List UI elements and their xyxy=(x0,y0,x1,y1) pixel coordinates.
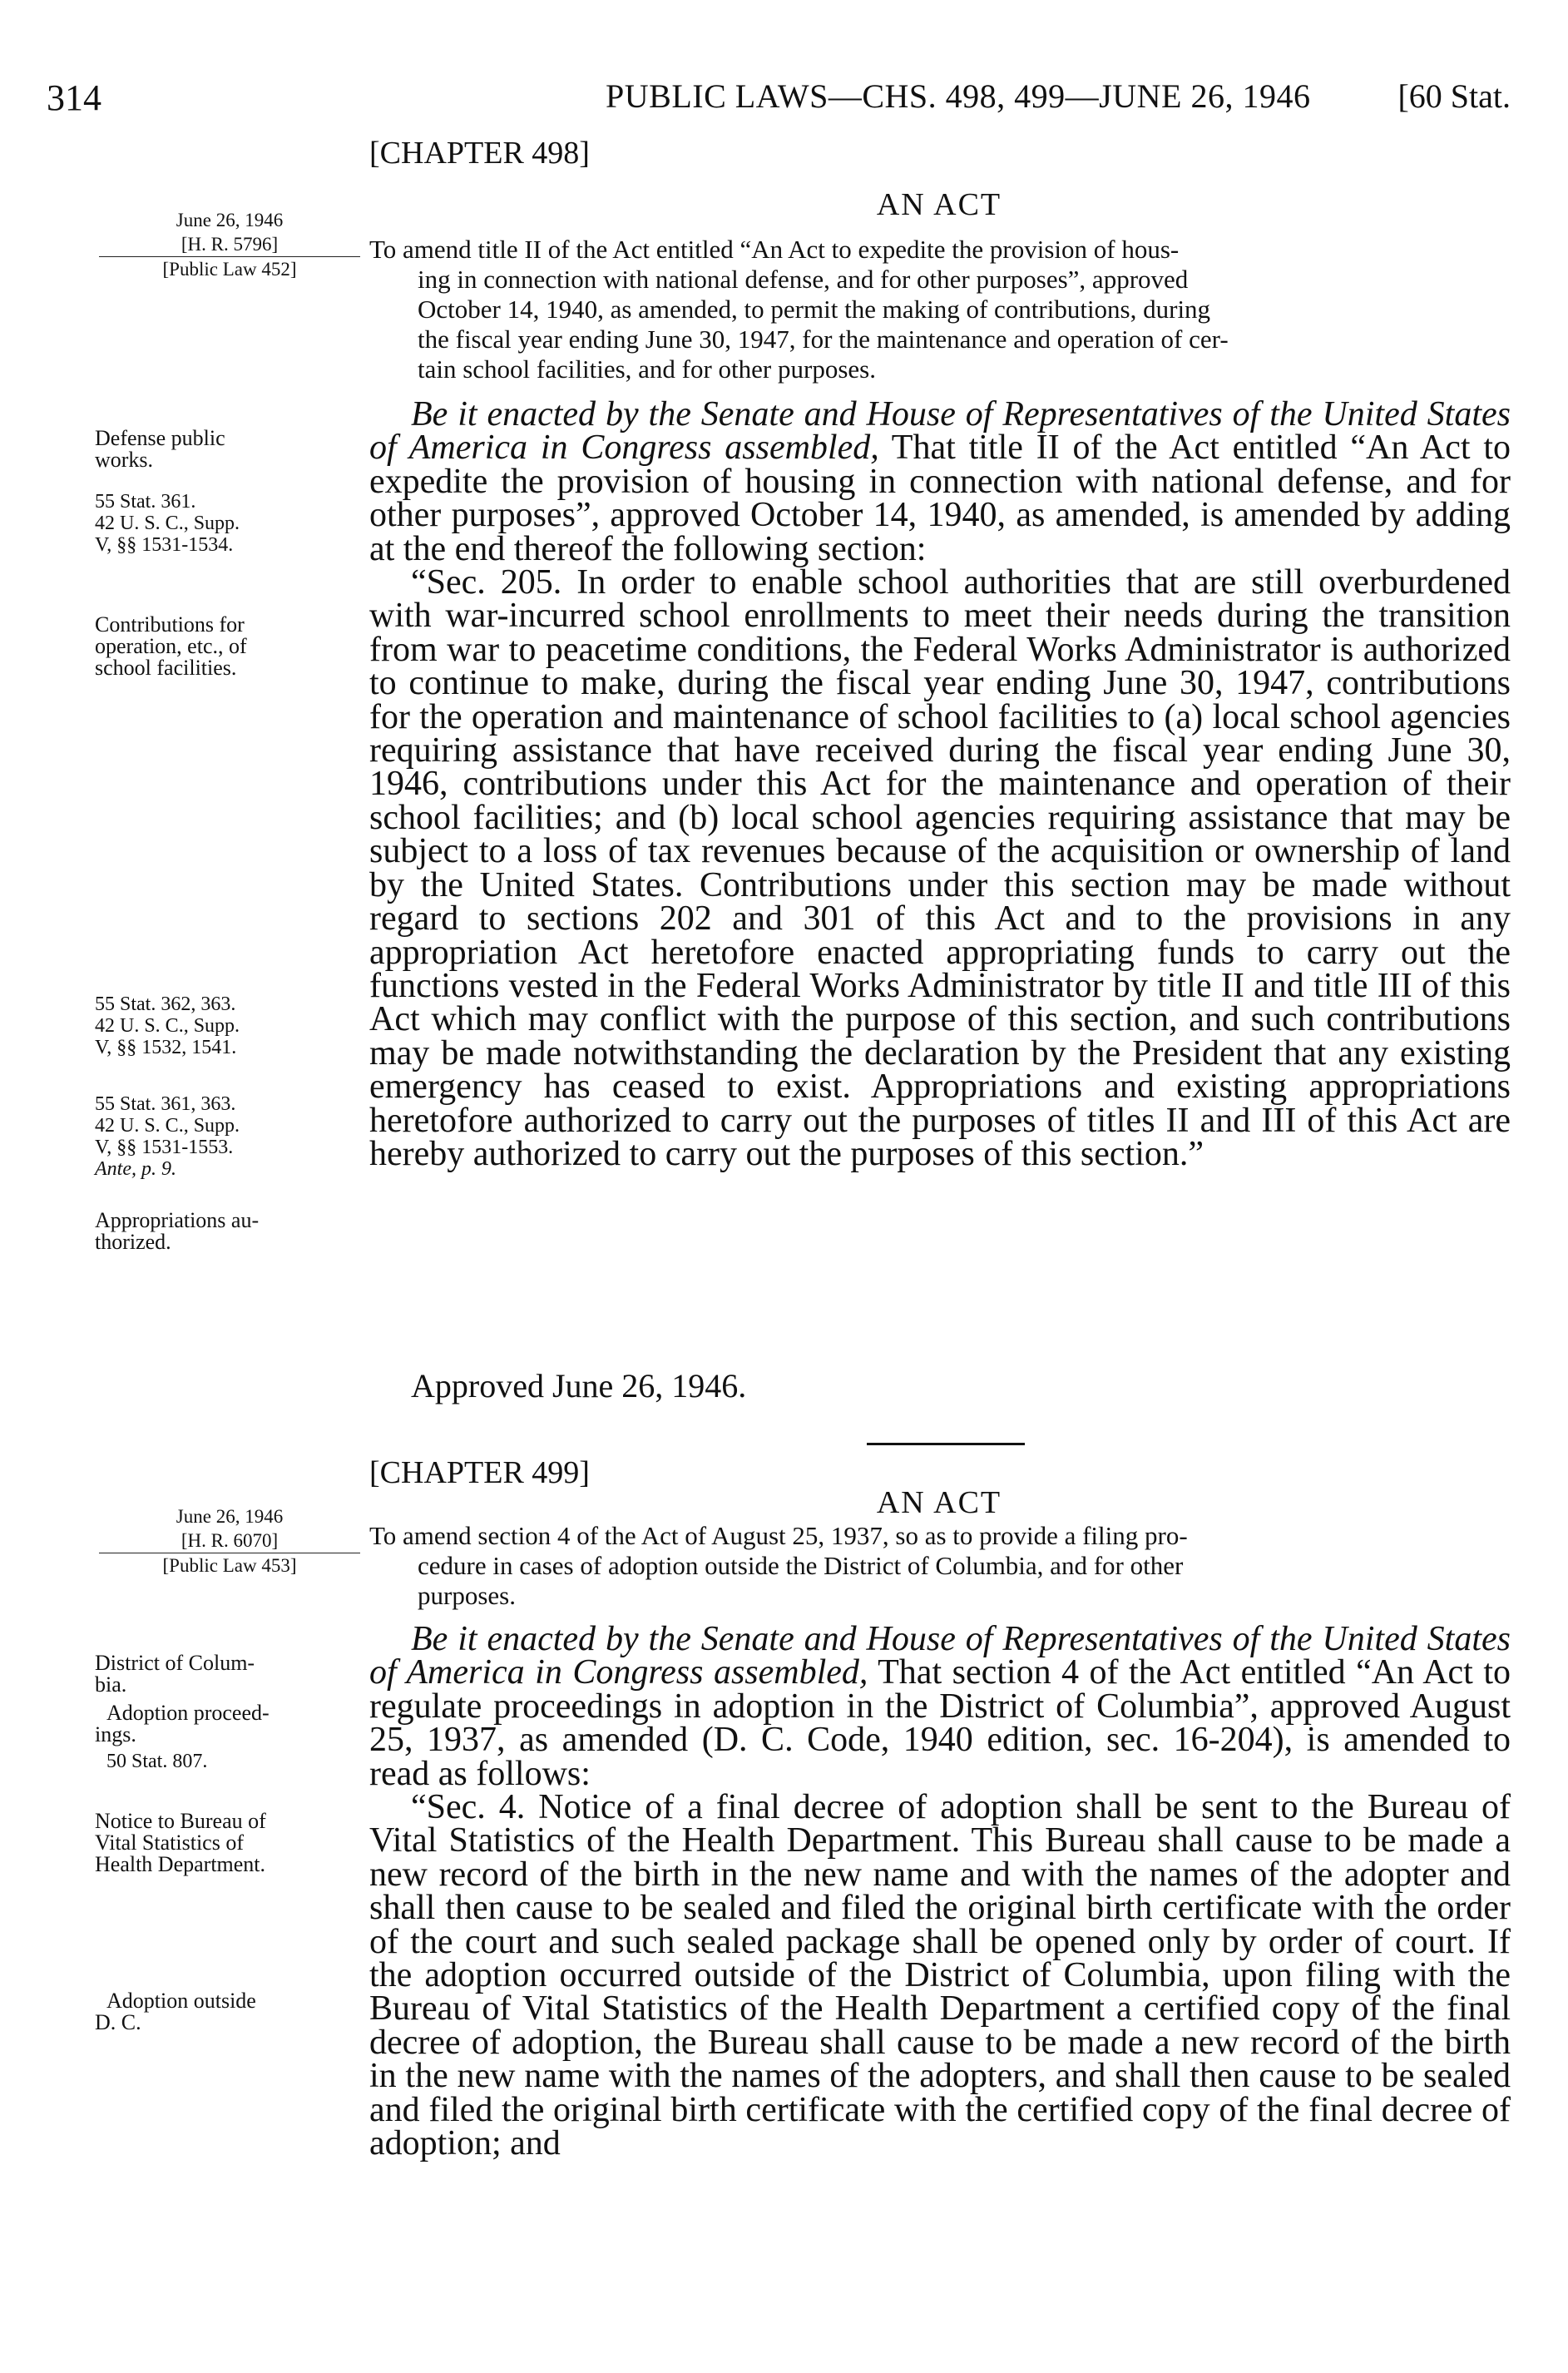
page-header xyxy=(47,77,1511,126)
margin-note-notice-to-bureau xyxy=(95,1811,363,1875)
chapter-499-side-identifier xyxy=(96,1504,364,1578)
margin-line: Contributions for xyxy=(95,612,245,637)
margin-note-district-of-columbia xyxy=(95,1652,363,1696)
side-date: June 26, 1946 xyxy=(176,1506,284,1527)
margin-line: thorized. xyxy=(95,1230,171,1254)
side-date: June 26, 1946 xyxy=(176,210,284,230)
margin-line: operation, etc., of xyxy=(95,634,247,658)
margin-line: 42 U. S. C., Supp. xyxy=(95,1015,240,1037)
margin-line: 42 U. S. C., Supp. xyxy=(95,1115,240,1137)
purpose-line: the fiscal year ending June 30, 1947, for the maintenance and operation of cer- xyxy=(418,324,1229,354)
purpose-line: tain school facilities, and for other purposes. xyxy=(418,354,876,384)
chapter-498-label: [CHAPTER 498] xyxy=(369,136,590,171)
margin-note-defense-public-works xyxy=(95,428,363,471)
enacting-clause: Be it enacted by the Senate and House of Representatives of the United States of America in Congress assembled, xyxy=(369,395,1511,468)
margin-line: D. C. xyxy=(95,2010,141,2034)
margin-note-adoption-proceedings xyxy=(95,1702,363,1746)
margin-note-contributions xyxy=(95,614,363,679)
margin-line: Appropriations au- xyxy=(95,1208,260,1232)
margin-line: Defense public xyxy=(95,426,225,450)
margin-line: V, §§ 1532, 1541. xyxy=(95,1037,237,1058)
margin-note-citation-1 xyxy=(95,491,363,556)
margin-line: V, §§ 1531-1534. xyxy=(95,534,234,556)
margin-line: Health Department. xyxy=(95,1852,266,1876)
margin-note-adoption-outside-dc xyxy=(95,1990,363,2034)
margin-note-citation-3 xyxy=(95,1093,363,1180)
chapter-498-act-title: AN ACT xyxy=(876,187,1002,222)
margin-line: bia. xyxy=(95,1672,127,1697)
chapter-499-act-title: AN ACT xyxy=(876,1485,1002,1520)
margin-line: school facilities. xyxy=(95,656,237,680)
chapter-499-body xyxy=(369,1622,1511,2161)
side-bill-number: [H. R. 5796] xyxy=(181,234,279,255)
margin-note-appropriations xyxy=(95,1210,363,1253)
side-public-law: [Public Law 453] xyxy=(162,1555,297,1576)
enacting-paragraph xyxy=(369,1622,1511,1791)
purpose-line: purposes. xyxy=(418,1581,516,1610)
margin-line: Ante, p. 9. xyxy=(95,1158,176,1180)
running-head: PUBLIC LAWS—CHS. 498, 499—JUNE 26, 1946 xyxy=(606,77,1311,115)
side-public-law: [Public Law 452] xyxy=(162,259,297,280)
margin-line: 55 Stat. 361. xyxy=(95,491,196,513)
margin-line: Adoption proceed- xyxy=(106,1701,270,1725)
margin-line: 55 Stat. 362, 363. xyxy=(95,993,236,1015)
margin-line: Notice to Bureau of xyxy=(95,1809,266,1833)
enacting-clause: Be it enacted by the Senate and House of Representatives of the United States of America in Congress assembled, xyxy=(369,1620,1511,1692)
margin-note-citation-2 xyxy=(95,993,363,1058)
chapter-498-side-identifier xyxy=(96,208,364,281)
margin-line: District of Colum- xyxy=(95,1651,255,1675)
margin-line: Vital Statistics of xyxy=(95,1831,244,1855)
margin-line: 42 U. S. C., Supp. xyxy=(95,513,240,534)
enacting-text: That title II of the Act entitled “An Act to expedite the provision of housing in connection with national defense, and for other purposes”, approved October 14, 1940, as amended, is amended by adding at the end thereof the following section: xyxy=(369,429,1511,568)
chapter-divider xyxy=(867,1443,1025,1445)
margin-line: 50 Stat. 807. xyxy=(106,1751,208,1772)
purpose-line: To amend title II of the Act entitled “An Act to expedite the provision of hous- xyxy=(369,235,1180,264)
purpose-line: cedure in cases of adoption outside the District of Columbia, and for other xyxy=(418,1551,1184,1580)
purpose-line: October 14, 1940, as amended, to permit the making of contributions, during xyxy=(418,295,1211,324)
page-number: 314 xyxy=(47,77,101,118)
chapter-498-purpose xyxy=(369,235,1509,384)
approval-date: Approved June 26, 1946. xyxy=(411,1367,747,1404)
section-205-text: “Sec. 205. In order to enable school authorities that are still overburdened with war-incurred school enrollments to meet their needs during the transition from war to peacetime conditions, the Federal Works Administrator is authorized to continue to make, during the fiscal year ending June 30, 1947, contributions for the operation and maintenance of school facilities to (a) local school agencies requiring assistance that have received during the fiscal year ending June 30, 1946, contributions under this Act for the maintenance and operation of their school facilities; and (b) local school agencies requiring assistance that may be subject to a loss of tax revenues because of the acquisition or ownership of land by the United States. Contributions under this section may be made without regard to sections 202 and 301 of this Act and to the provisions in any appropriation Act heretofore enacted appropriating funds to carry out the functions vested in the Federal Works Administrator by title II and title III of this Act which may conflict with the purpose of this section, and such contributions may be made notwithstanding the declaration by the President that any existing emergency has ceased to exist. Appropriations and existing appropriations heretofore authorized to carry out the purposes of titles II and III of this Act are hereby authorized to carry out the purposes of this section.” xyxy=(369,563,1511,1173)
side-bill-number: [H. R. 6070] xyxy=(181,1530,279,1551)
purpose-line: To amend section 4 of the Act of August 25, 1937, so as to provide a filing pro- xyxy=(369,1521,1188,1550)
margin-line: ings. xyxy=(95,1722,136,1746)
margin-line: 55 Stat. 361, 363. xyxy=(95,1093,236,1115)
chapter-499-purpose xyxy=(369,1521,1509,1611)
margin-line: works. xyxy=(95,448,154,472)
section-4-text: “Sec. 4. Notice of a final decree of adoption shall be sent to the Bureau of Vital Statistics of the Health Department. This Bureau shall cause to be made a new record of the birth in the new name and with the names of the adopter and shall then cause to be sealed and filed the original birth certificate with the order of the court and such sealed package shall be opened only by order of court. If the adoption occurred outside of the District of Columbia, upon filing with the Bureau of Vital Statistics of the Health Department a certified copy of the final decree of adoption, the Bureau shall cause to be made a new record of the birth in the new name with the names of the adopters, and shall then cause to be sealed and filed the original birth certificate with the certified copy of the final decree of adoption; and xyxy=(369,1788,1511,2163)
margin-line: Adoption outside xyxy=(106,1989,256,2013)
enacting-paragraph xyxy=(369,395,1511,568)
enacting-text: That section 4 of the Act entitled “An Act to regulate proceedings in adoption in the District of Columbia”, approved August 25, 1937, as amended (D. C. Code, 1940 edition, sec. 16-204), is amended to read as follows: xyxy=(369,1653,1511,1793)
chapter-498-body xyxy=(369,395,1511,1173)
margin-line: V, §§ 1531-1553. xyxy=(95,1137,234,1158)
volume-reference: [60 Stat. xyxy=(1397,77,1511,115)
chapter-499-label: [CHAPTER 499] xyxy=(369,1455,590,1490)
purpose-line: ing in connection with national defense, and for other purposes”, approved xyxy=(418,265,1189,294)
margin-note-citation-50-stat xyxy=(95,1751,363,1772)
